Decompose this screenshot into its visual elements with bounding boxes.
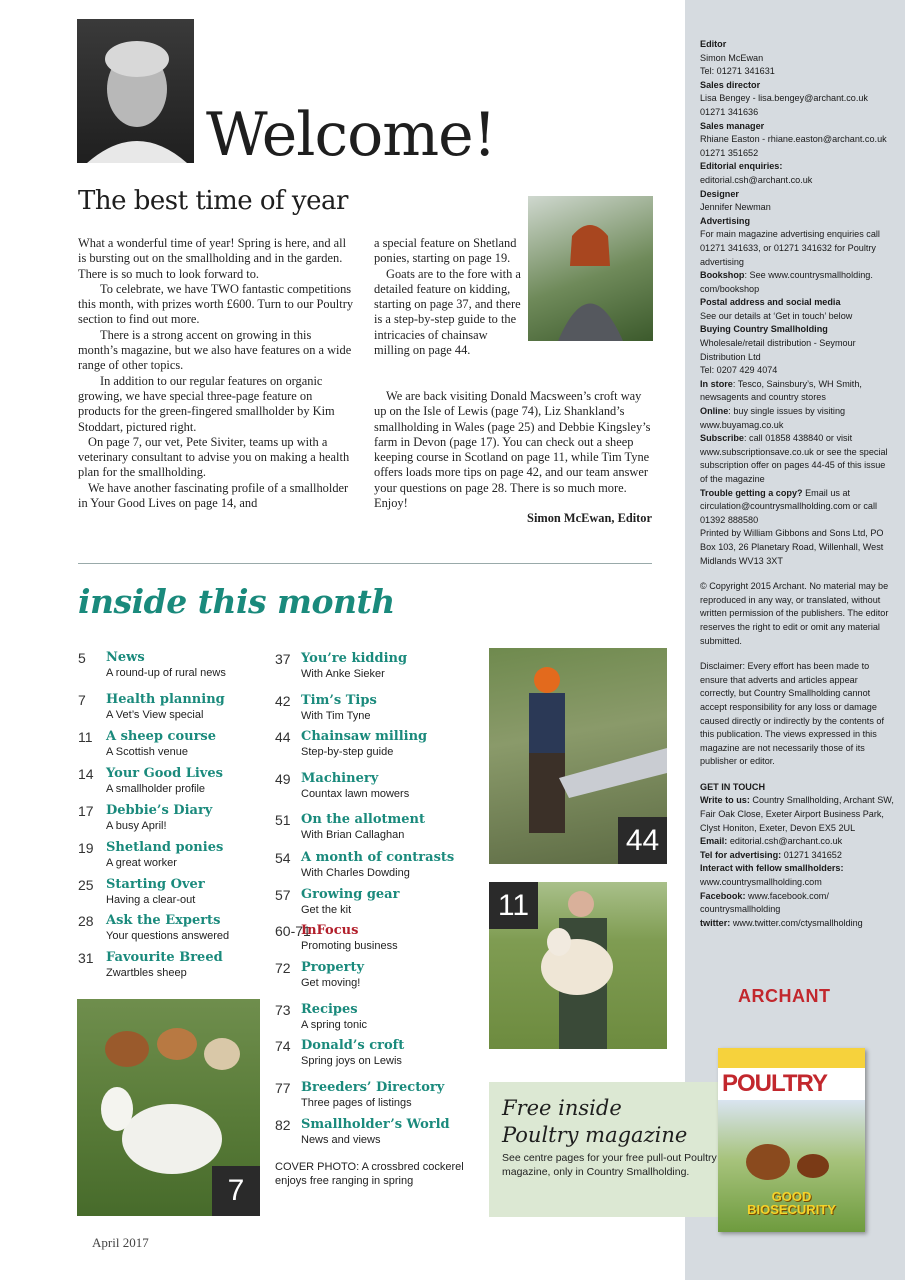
paragraph: We have another fascinating profile of a smallholder in Your Good Lives on page 14, and	[78, 480, 349, 511]
toc-subtitle: Your questions answered	[106, 930, 230, 942]
toc-page-number: 42	[275, 693, 291, 709]
disclaimer: Disclaimer: Every effort has been made to ensure that adverts and articles appear correctly, but Country Smallholding cannot accept responsibility for any loss or damage caused directly or indirectly by the contents of this publication. The views expressed in this magazine are not necessarily those of its publisher or editor.	[700, 661, 884, 767]
label: Advertising	[700, 215, 751, 226]
person-icon	[528, 196, 653, 341]
value: www.facebook.com/ countrysmallholding	[700, 890, 829, 915]
toc-entry[interactable]	[78, 840, 268, 872]
toc-page-number: 72	[275, 960, 291, 976]
toc-entry[interactable]	[78, 950, 268, 982]
paragraph: There is a strong accent on growing in this month’s magazine, but we also have features on a wide range of other topics.	[78, 327, 352, 373]
toc-subtitle: A Vet’s View special	[106, 709, 204, 721]
value: www.countrysmallholding.com	[700, 877, 822, 888]
toc-title[interactable]: Growing gear	[301, 887, 400, 902]
gardener-photo	[528, 196, 653, 341]
value: Country Smallholding, Archant SW, Fair Oak Close, Exeter Airport Business Park, Clyst Honiton, Exeter, Devon EX5 2UL	[700, 795, 894, 833]
toc-page-number: 5	[78, 650, 86, 666]
toc-subtitle: Zwartbles sheep	[106, 967, 187, 979]
label: Facebook:	[700, 890, 746, 901]
toc-title[interactable]: Debbie’s Diary	[106, 803, 213, 818]
toc-title[interactable]: Recipes	[301, 1002, 358, 1017]
toc-subtitle: A round-up of rural news	[106, 667, 226, 679]
toc-entry[interactable]	[275, 812, 465, 844]
value: : buy single issues by visiting www.buyamag.co.uk	[700, 406, 846, 430]
toc-title[interactable]: InFocus	[301, 923, 359, 938]
toc-entry[interactable]	[78, 913, 268, 945]
label: Sales director	[700, 79, 761, 90]
label: Postal address and social media	[700, 297, 841, 308]
toc-title[interactable]: Smallholder’s World	[301, 1117, 450, 1132]
toc-entry[interactable]	[275, 1038, 465, 1070]
toc-page-number: 19	[78, 840, 94, 856]
label: Email:	[700, 836, 728, 847]
toc-page-number: 25	[78, 877, 94, 893]
toc-page-number: 82	[275, 1117, 291, 1133]
value: See our details at ‘Get in touch’ below	[700, 310, 853, 321]
toc-title[interactable]: A sheep course	[106, 729, 217, 744]
value: www.twitter.com/ctysmallholding	[730, 917, 863, 928]
toc-page-number: 49	[275, 771, 291, 787]
paragraph: What a wonderful time of year! Spring is here, and all is bursting out on the smallholding and in the garden. There is so much to look forward to.	[78, 236, 347, 281]
toc-entry[interactable]	[275, 693, 465, 725]
toc-page-number: 14	[78, 766, 94, 782]
toc-page-number: 73	[275, 1002, 291, 1018]
toc-subtitle: Spring joys on Lewis	[301, 1055, 402, 1067]
toc-page-number: 17	[78, 803, 94, 819]
label: Buying Country Smallholding	[700, 324, 828, 335]
toc-entry[interactable]	[275, 771, 465, 803]
toc-page-number: 54	[275, 850, 291, 866]
issue-date: April 2017	[92, 1235, 149, 1250]
page-badge: 7	[212, 1166, 260, 1216]
paragraph: On page 7, our vet, Pete Siviter, teams up with a veterinary consultant to advise you on making a health plan for the smallholding.	[78, 434, 350, 480]
value: editorial.csh@archant.co.uk	[700, 174, 813, 185]
toc-page-number: 37	[275, 651, 291, 667]
editor-signature: Simon McEwan, Editor	[527, 511, 652, 526]
value: Jennifer Newman	[700, 202, 771, 213]
toc-entry[interactable]	[275, 729, 465, 761]
toc-title[interactable]: On the allotment	[301, 812, 426, 827]
toc-title[interactable]: Chainsaw milling	[301, 729, 428, 744]
toc-subtitle: With Anke Sieker	[301, 668, 385, 680]
editor-portrait	[77, 19, 194, 163]
label: Online	[700, 406, 729, 417]
value: 01271 351652	[700, 147, 759, 158]
intro-subheading: The best time of year	[78, 186, 348, 216]
toc-subtitle: News and views	[301, 1134, 381, 1146]
toc-page-number: 77	[275, 1080, 291, 1096]
toc-entry[interactable]	[78, 877, 268, 909]
value: : See www.countrysmallholding. com/bookshop	[700, 270, 873, 294]
label: Tel for advertising:	[700, 849, 782, 860]
toc-page-number: 60-71	[275, 923, 311, 939]
toc-page-number: 74	[275, 1038, 291, 1054]
toc-title[interactable]: You’re kidding	[301, 651, 408, 666]
toc-entry[interactable]	[275, 887, 465, 919]
page-badge: 44	[618, 817, 667, 864]
toc-page-number: 31	[78, 950, 94, 966]
label: Subscribe	[700, 433, 744, 444]
magazine-title: POULTRY	[722, 1070, 827, 1097]
toc-subtitle: Three pages of listings	[301, 1097, 412, 1109]
paragraph: To celebrate, we have TWO fantastic competitions this month, with prizes worth £600. Turn to our Poultry section to find out more.	[78, 281, 354, 327]
value: editorial.csh@archant.co.uk	[727, 836, 843, 847]
toc-entry[interactable]	[275, 1080, 465, 1112]
paragraph: We are back visiting Donald Macsween’s croft way up on the Isle of Lewis (page 74), Liz Shankland’s smallholding in Wales (page 25) and Debbie Kingsley’s farm in Devon (page 17). You can check out a sheep keeping course in Scotland on page 11, while Tim Tyne offers loads more tips on page 42, and our team answer your questions on page 28. There is so much more. Enjoy!	[374, 389, 651, 511]
value: 01271 341636	[700, 106, 759, 117]
paragraph: a special feature on Shetland ponies, starting on page 19.	[374, 236, 517, 266]
toc-page-number: 44	[275, 729, 291, 745]
intro-column-2a	[374, 236, 524, 358]
toc-entry[interactable]	[275, 1002, 465, 1034]
label: Editor	[700, 39, 727, 49]
toc-title[interactable]: Machinery	[301, 771, 379, 786]
paragraph: Goats are to the fore with a detailed feature on kidding, starting on page 37, and there is a step-by-step guide to the intricacies of chainsaw milling on page 44.	[374, 266, 521, 358]
toc-title[interactable]: Starting Over	[106, 877, 205, 892]
magazine-banner	[718, 1048, 865, 1068]
value: For main magazine advertising enquiries call 01271 341633, or 01271 341632 for Poultry advertising	[700, 229, 880, 267]
label: Editorial enquiries:	[700, 161, 783, 172]
label: In store	[700, 378, 733, 389]
toc-subtitle: Get the kit	[301, 904, 352, 916]
toc-subtitle: Step-by-step guide	[301, 746, 394, 758]
magazine-cover-line: GOOD BIOSECURITY	[747, 1189, 836, 1217]
toc-title[interactable]: Donald’s croft	[301, 1038, 405, 1053]
poultry-magazine-cover	[718, 1048, 865, 1232]
label: Sales manager	[700, 120, 765, 131]
toc-subtitle: A Scottish venue	[106, 746, 188, 758]
intro-column-2b	[374, 389, 652, 527]
page-badge: 11	[489, 882, 538, 929]
toc-page-number: 57	[275, 887, 291, 903]
value: Rhiane Easton - rhiane.easton@archant.co.uk	[700, 134, 887, 145]
toc-title[interactable]: Property	[301, 960, 365, 975]
free-inside-title	[502, 1095, 687, 1149]
label: Trouble getting a copy?	[700, 487, 803, 498]
free-inside-title-line: Free inside	[502, 1096, 622, 1120]
toc-subtitle: Get moving!	[301, 977, 361, 989]
free-inside-text: See centre pages for your free pull-out Poultry magazine, only in Country Smallholding.	[502, 1152, 717, 1178]
toc-title[interactable]: News	[106, 650, 145, 665]
toc-entry[interactable]	[275, 960, 465, 992]
label: twitter:	[700, 917, 731, 928]
label: GET IN TOUCH	[700, 781, 766, 792]
toc-title[interactable]: Health planning	[106, 692, 225, 707]
toc-subtitle: A great worker	[106, 857, 177, 869]
value: Wholesale/retail distribution - Seymour Distribution Ltd	[700, 338, 856, 362]
toc-subtitle: With Charles Dowding	[301, 867, 410, 879]
toc-subtitle: A busy April!	[106, 820, 167, 832]
page-title: Welcome!	[206, 100, 496, 170]
label: Interact with fellow smallholders:	[700, 863, 844, 874]
archant-logo: ARCHANT	[738, 986, 831, 1006]
toc-entry[interactable]	[78, 766, 268, 798]
label: Write to us:	[700, 795, 750, 806]
toc-entry[interactable]	[275, 923, 465, 955]
toc-subtitle: Countax lawn mowers	[301, 788, 410, 800]
toc-title[interactable]: Tim’s Tips	[301, 693, 377, 708]
paragraph: In addition to our regular features on organic growing, we have special three-page feature on products for the green-fingered smallholder by Kim Stoddart, pictured right.	[78, 373, 335, 434]
toc-page-number: 7	[78, 692, 86, 708]
value: Tel: 01271 341631	[700, 66, 775, 77]
label: Bookshop	[700, 270, 745, 281]
intro-column-1	[78, 236, 354, 511]
value: Simon McEwan	[700, 52, 764, 63]
toc-entry[interactable]	[275, 1117, 465, 1149]
toc-page-number: 51	[275, 812, 291, 828]
toc-entry[interactable]	[275, 651, 465, 683]
toc-page-number: 28	[78, 913, 94, 929]
toc-subtitle: With Tim Tyne	[301, 710, 371, 722]
inside-heading: inside this month	[78, 582, 395, 621]
value: 01271 341652	[781, 849, 842, 860]
toc-subtitle: A spring tonic	[301, 1019, 368, 1031]
toc-subtitle: Having a clear-out	[106, 894, 196, 906]
toc-title[interactable]: Favourite Breed	[106, 950, 223, 965]
toc-entry[interactable]	[78, 692, 268, 724]
value: Tel: 0207 429 4074	[700, 365, 778, 376]
toc-subtitle: Promoting business	[301, 940, 398, 952]
toc-entry[interactable]	[78, 803, 268, 835]
value: : Tesco, Sainsbury’s, WH Smith, newsagents and country stores	[700, 378, 862, 403]
value: Lisa Bengey - lisa.bengey@archant.co.uk	[700, 93, 868, 104]
toc-title[interactable]: A month of contrasts	[301, 850, 455, 865]
sidebar-credits	[700, 38, 895, 930]
toc-entry[interactable]	[78, 650, 268, 682]
toc-title[interactable]: Shetland ponies	[106, 840, 224, 855]
section-divider	[78, 563, 652, 564]
label: Designer	[700, 188, 739, 199]
toc-subtitle: With Brian Callaghan	[301, 829, 405, 841]
toc-page-number: 11	[78, 729, 93, 745]
value: Email us at circulation@countrysmallholding.com or call 01392 888580	[700, 487, 878, 525]
toc-title[interactable]: Your Good Lives	[106, 766, 223, 781]
free-inside-title-line: Poultry magazine	[502, 1123, 688, 1147]
toc-title[interactable]: Ask the Experts	[106, 913, 221, 928]
toc-subtitle: A smallholder profile	[106, 783, 206, 795]
value: Printed by William Gibbons and Sons Ltd, PO Box 103, 26 Planetary Road, Willenhall, West Midlands WV13 3XT	[700, 528, 884, 566]
portrait-icon	[77, 19, 194, 163]
value: : call 01858 438840 or visit www.subscriptionsave.co.uk or see the special subscription offer on pages 44-45 of this issue of the magazine	[700, 433, 888, 484]
toc-entry[interactable]	[78, 729, 268, 761]
toc-entry[interactable]	[275, 850, 465, 882]
toc-title[interactable]: Breeders’ Directory	[301, 1080, 445, 1095]
cover-photo-caption: COVER PHOTO: A crossbred cockerel enjoys free ranging in spring	[275, 1161, 464, 1187]
copyright: © Copyright 2015 Archant. No material may be reproduced in any way, or translated, without written permission of the publishers. The editor reserves the right to edit or omit any material submitted.	[700, 581, 889, 646]
